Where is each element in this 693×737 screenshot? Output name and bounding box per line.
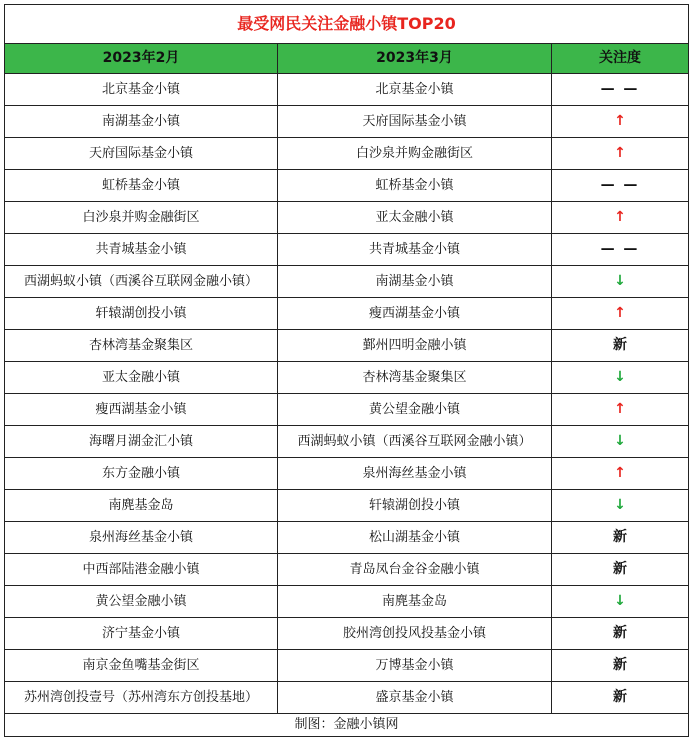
cell-mar: 南湖基金小镇 [278, 266, 552, 298]
arrow-down-icon: ↓ [614, 593, 626, 609]
footer-row [5, 714, 689, 737]
cell-trend [552, 586, 689, 618]
table-row [5, 202, 689, 234]
cell-trend [552, 106, 689, 138]
cell-feb: 北京基金小镇 [5, 74, 278, 106]
cell-mar: 南麂基金岛 [278, 586, 552, 618]
no-change-indicator: — — [600, 81, 640, 97]
new-badge: 新 [613, 625, 627, 641]
table-row [5, 682, 689, 714]
arrow-up-icon: ↑ [614, 113, 626, 129]
new-badge: 新 [613, 529, 627, 545]
table-title: 最受网民关注金融小镇TOP20 [5, 5, 689, 44]
cell-trend [552, 330, 689, 362]
cell-trend [552, 394, 689, 426]
no-change-indicator: — — [600, 177, 640, 193]
new-badge: 新 [613, 561, 627, 577]
cell-trend [552, 426, 689, 458]
arrow-up-icon: ↑ [614, 401, 626, 417]
cell-feb: 西湖蚂蚁小镇（西溪谷互联网金融小镇） [5, 266, 278, 298]
arrow-up-icon: ↑ [614, 465, 626, 481]
title-row [5, 5, 689, 44]
arrow-down-icon: ↓ [614, 433, 626, 449]
table-row [5, 394, 689, 426]
cell-trend [552, 202, 689, 234]
table-row [5, 74, 689, 106]
arrow-down-icon: ↓ [614, 273, 626, 289]
cell-trend [552, 618, 689, 650]
cell-feb: 泉州海丝基金小镇 [5, 522, 278, 554]
cell-mar: 盛京基金小镇 [278, 682, 552, 714]
cell-feb: 共青城基金小镇 [5, 234, 278, 266]
cell-feb: 南湖基金小镇 [5, 106, 278, 138]
cell-mar: 北京基金小镇 [278, 74, 552, 106]
cell-mar: 青岛凤台金谷金融小镇 [278, 554, 552, 586]
cell-trend [552, 298, 689, 330]
cell-mar: 共青城基金小镇 [278, 234, 552, 266]
table-row [5, 618, 689, 650]
cell-trend [552, 362, 689, 394]
table-row [5, 266, 689, 298]
cell-trend [552, 458, 689, 490]
cell-mar: 鄞州四明金融小镇 [278, 330, 552, 362]
cell-trend [552, 554, 689, 586]
cell-feb: 轩辕湖创投小镇 [5, 298, 278, 330]
cell-feb: 虹桥基金小镇 [5, 170, 278, 202]
cell-mar: 天府国际基金小镇 [278, 106, 552, 138]
cell-mar: 泉州海丝基金小镇 [278, 458, 552, 490]
arrow-up-icon: ↑ [614, 305, 626, 321]
cell-mar: 胶州湾创投风投基金小镇 [278, 618, 552, 650]
cell-feb: 中西部陆港金融小镇 [5, 554, 278, 586]
header-attention: 关注度 [552, 44, 689, 74]
cell-feb: 瘦西湖基金小镇 [5, 394, 278, 426]
cell-trend [552, 74, 689, 106]
cell-mar: 松山湖基金小镇 [278, 522, 552, 554]
cell-feb: 杏林湾基金聚集区 [5, 330, 278, 362]
arrow-up-icon: ↑ [614, 209, 626, 225]
arrow-down-icon: ↓ [614, 369, 626, 385]
cell-mar: 杏林湾基金聚集区 [278, 362, 552, 394]
table-row [5, 298, 689, 330]
table-row [5, 522, 689, 554]
cell-mar: 万博基金小镇 [278, 650, 552, 682]
table-row [5, 330, 689, 362]
table-row [5, 426, 689, 458]
cell-trend [552, 170, 689, 202]
table-row [5, 138, 689, 170]
table-row [5, 170, 689, 202]
cell-trend [552, 522, 689, 554]
cell-feb: 天府国际基金小镇 [5, 138, 278, 170]
cell-trend [552, 138, 689, 170]
new-badge: 新 [613, 657, 627, 673]
cell-feb: 白沙泉并购金融街区 [5, 202, 278, 234]
table-row [5, 234, 689, 266]
cell-mar: 瘦西湖基金小镇 [278, 298, 552, 330]
header-mar: 2023年3月 [278, 44, 552, 74]
table-row [5, 554, 689, 586]
header-row [5, 44, 689, 74]
arrow-down-icon: ↓ [614, 497, 626, 513]
arrow-up-icon: ↑ [614, 145, 626, 161]
table-row [5, 458, 689, 490]
cell-mar: 黄公望金融小镇 [278, 394, 552, 426]
table-row [5, 490, 689, 522]
ranking-table [4, 4, 689, 737]
cell-feb: 南麂基金岛 [5, 490, 278, 522]
cell-trend [552, 234, 689, 266]
ranking-table-frame [4, 4, 688, 732]
footer-credit: 制图：金融小镇网 [5, 714, 689, 737]
table-row [5, 650, 689, 682]
cell-feb: 济宁基金小镇 [5, 618, 278, 650]
table-row [5, 362, 689, 394]
table-row [5, 586, 689, 618]
cell-trend [552, 266, 689, 298]
cell-feb: 东方金融小镇 [5, 458, 278, 490]
cell-feb: 亚太金融小镇 [5, 362, 278, 394]
header-feb: 2023年2月 [5, 44, 278, 74]
cell-feb: 苏州湾创投壹号（苏州湾东方创投基地） [5, 682, 278, 714]
cell-trend [552, 682, 689, 714]
no-change-indicator: — — [600, 241, 640, 257]
new-badge: 新 [613, 689, 627, 705]
cell-feb: 海曙月湖金汇小镇 [5, 426, 278, 458]
table-row [5, 106, 689, 138]
cell-mar: 亚太金融小镇 [278, 202, 552, 234]
cell-feb: 南京金鱼嘴基金街区 [5, 650, 278, 682]
cell-mar: 白沙泉并购金融街区 [278, 138, 552, 170]
cell-feb: 黄公望金融小镇 [5, 586, 278, 618]
cell-mar: 轩辕湖创投小镇 [278, 490, 552, 522]
new-badge: 新 [613, 337, 627, 353]
cell-trend [552, 490, 689, 522]
cell-mar: 西湖蚂蚁小镇（西溪谷互联网金融小镇） [278, 426, 552, 458]
cell-trend [552, 650, 689, 682]
cell-mar: 虹桥基金小镇 [278, 170, 552, 202]
